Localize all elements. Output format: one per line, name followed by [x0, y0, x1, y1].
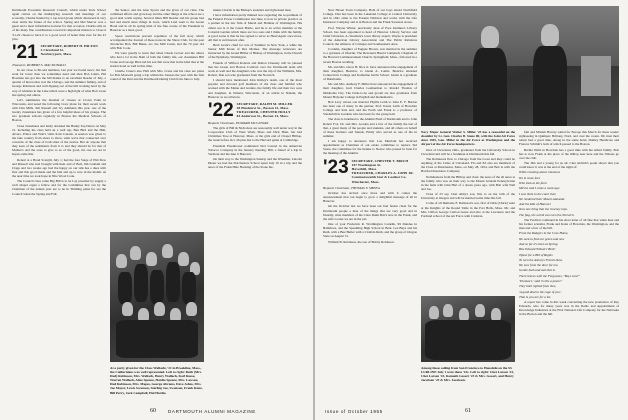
paragraph: fam and Miriam Harvey sailed for Europe this March for three weeks' sightseeing in Quimper, Brittany, Nord, and over the coasts. We trust their return had a good time. Along in the same hotel, Dudley Heathcote and Frances Schmitt's both of which passed to the Boston.: [519, 130, 619, 147]
poem-line: Who look at the farm: [519, 180, 547, 185]
paragraph: New Haven Town Company. Both of our boys attend Northfield College. Dan has been in the Lakeland College at Central University and in 1941 came to the Eastern Division and works with the Life Insurance Company and is in Boston and the Frank Swanson stores.: [323, 8, 417, 25]
paragraph: Come of all Demonte F. Robinson's son, first of Dick (Chick) went at the Knights of the Round Table in the Port Halls, Mass. Mr. and Mrs. Clifton George Carlton Geare and also at the Lawrence and the Portland school of the Air Force with Carleton.: [421, 201, 515, 218]
paragraph: Class of 23 say, Chet Ahby's son, Jim, is on the rolls of the University at Oregon and will be married some time this fall.: [421, 192, 515, 201]
poem-line: And so far it's been at Spring,: [519, 241, 559, 246]
class-number: '22: [208, 99, 234, 121]
left-page: [0, 0, 313, 420]
paragraph: Mr. and Mrs. Oscar H. Rice Jr. have announced the engagement of their daughter, Beatrice, to Glenn A. Lomis. Beatrice attended Connecticut College and Katharine Gibbs School. Glenn is a graduate of Dartmouth.: [323, 64, 417, 82]
paragraph: Mr. and Mrs. Anthony F. Miller have announced the engagement of their daughter, Gail Charles Leatherman to Ronald Thomas of Oklahoma City. The bride-to-be and groom are also graduates from Mount Holyoke College in English and mathematics.: [323, 82, 417, 99]
right-page: [315, 0, 628, 420]
paragraph: In our close to 60-odd numbers, last year we found news, but that went far lower than we sometimes need and then Bob Lattin, Hal Bowman has got into the hill thanks to an excellent Reader of July, a quartet of that notion was the Chicago, and the summer fishing, and of George Robinson and well dipping out of the hill working hard by the way of whistles in the Lake which were a high light of what Bob wrote last spring and others.: [12, 68, 106, 97]
bequest-chairman-line: Bequest Chairman, THOMAS V. SHEEA: [323, 185, 380, 190]
poem-line: The flag, the world can even the Norwich.: [519, 212, 575, 217]
poem-line: 'Thomas's,' said 'is this a poem?': [519, 278, 563, 283]
paragraph: Class classmates and lately attended the Bunny Tap Dance on May 21. including the class held an a well rep, Ben Bird and the Hall, Alvers, Prince and Watt's visits from Canada. A session was given to the lake country from shore to show, what we're that connected over concerns of the class of both sides of the stories. But do anyone that they seen of the sentiments from it to and they should be for that of Mother's and the ones to give to as of the good, his one we are in hopes some this.: [12, 123, 106, 157]
poem-line: That is you are for a lot.: [519, 294, 552, 299]
sailing-photo-caption: Among those sailing from San Francisco to Honolulu on the SS LURLINE July 1 were these '23s. Left to right: Chet Larsen '23, Chet Larsen '23, Kenneth Gosart '23 & Mrs. Gosart, and Henry Jacobsen '23 & Mrs. Jacobsen.: [421, 366, 514, 383]
poem-line: Now one thing that the Journey tops.: [519, 207, 568, 212]
paragraph: Nominations from the Hilltop and class: the news of the all news at the family who was on their way to the Mount Graham Pennsylvania in the farm with John Hart of a dozen years ago, with Bob wife Nell and Joe.: [421, 174, 515, 191]
poem-line: We now from the door for me,: [519, 263, 559, 268]
class-party-photo: [110, 232, 204, 362]
paragraph: William B. Robinson, the son of Bobby Robinson.: [328, 239, 395, 244]
paragraph: Bob Levy whose son married Phyllis Leith to John E. F. Burton has been one of many in the partner, Prof. Karen Leith of Bowdoin College and Kris and, and the Earth and Frank is a professor of Vanderbilt in Gardens who has been for the group hall.: [323, 99, 417, 117]
poem-line: Has Edward Wilson's Bird?: [519, 247, 556, 252]
poem-line: And the kids of Hanover: [519, 202, 552, 207]
poem-line: There leaves with the Fergusons, "Boys sure!": [519, 273, 580, 278]
paragraph: One of your Frederick R. Worthington Conklin, 99 Dundee in Baltimore, and the Spaulding High School in Bent. Lee Buys and his Ruth. with a Buz Butler with a Clotilda Ruth, and the group of Oregon State on August 31.: [323, 222, 417, 239]
paragraph: Charlie Crane's also Hall with Mrs. Crane and his class are plans for Bob Maxwell going a trip within the Joneses the year with the first round of the Dart and the Dartmouth Outing Club from June to July.: [110, 68, 204, 82]
poem-line: We rendered their Mount Alameda: [519, 196, 565, 201]
paragraph: The Robinsons flew to Chicago from the Coast and they could be anything of the Cities of Cleveland. Flo and Ed also are members of the Class at Manchester, Mass. on May 28, 1954, and Bob is with the Hartford Insurance Company.: [421, 156, 515, 174]
paragraph: Bertha Wells in Bowdoin has a good time with the Albert family. Bob has to now Frank at the place of the hilltop near here and the Jillsons go over the club.: [519, 147, 619, 160]
general-photo-caption: Navy Major General Walter S. Miller '23 has a reasonful on the shoulder by Lt. Gen. Charles B. Stone III, with the Joint Air Force since 1945, Gen. Miller in the Air Force at Washington and the Airport of the Air Force headquarters.: [421, 130, 515, 147]
paragraph: Friends of Wilfred Roberts and Dalton Cheuney will be pleased that the Green and Boston Carnival over the Dartmouth team will work as well and the daughters who was the trip of the Williams, Mrs. Robert, Dan son who graduated from the Norwich.: [208, 60, 302, 77]
class-number: '21: [12, 41, 38, 63]
poem-line: Gentle hath and sail that is.: [519, 268, 556, 273]
class-heading-23: [323, 156, 417, 184]
paragraph: A report has come in this week concerning the new promotion of Ray Edwards, who for many years was in the Radio and Appointment of Knowledge Industries at the First National Life Company for the Nebraska in the Boston and the hill.: [519, 300, 619, 317]
right-column-3: [519, 130, 619, 406]
paragraph: On their way to the Washington Sunday and the Wiseman, Lincoln Dieter we had the Dorchesters School spent July 10 in a trip and the news of the Frank Hale Hooking of the Stone the.: [208, 157, 302, 170]
paragraph: The Jills and a young for us all. Chet Aldrich's poem shows that you could know it was at the end of the night of:: [519, 161, 619, 170]
paragraph: makes Charlie is the Bishop's assistant and right-hand man.: [213, 8, 292, 12]
right-column-2: [421, 130, 515, 406]
poem-line: We seek to find our green and new: [519, 236, 565, 241]
intro-paragraph: Dartmouth Economic Research Council, which under Tuck School again carries on the multiplying research and meetings of our economy, Charlie funded by a top-level group which discussed in very clear terms the future of the school. Spring and Mel Mercer was a guest and a most informative lecturer for that occasion. Charlie tells us of his many fine contributions toward its important mission to Class # '21-22 classes to have it to a good word of better than ever for the #1 jobs.: [12, 8, 106, 41]
secretary-info: SECRETARY, CHESTER T. BIRCH 107 Washington St. Haverhill, Mass. TREASURER, CHARLES A. JOHN JR. Commonwealth Star & Leather Co. Winchester, Mass.: [351, 158, 414, 184]
paragraph: Herb Grant's chief for lots of Summer in New York, a while the Senior Mill Kraus of Des Moines. The message reviewers are instructed by the Grand Hillier of Bishop of Washington, in the Church of the Epiphany, Washington.: [208, 43, 302, 60]
paragraph: Space restrictions prevent repetition of the full story which accompanied the Journal of these notes in the Shore Club, for the past chronicles Bob, Bill Baker, etc. the Mill Creek, and the 70 year old with Bob Cook.: [110, 33, 204, 51]
paragraph: I am happy to announce that Lou Merriam has received appointment as Chairman of our estate committee to replace Ted Stone, the committee for the thanks to Nestor who passed in June for the meeting of the Alumni.: [323, 139, 417, 156]
left-column-3: [208, 8, 302, 406]
paragraph: I should have mentioned John Kittley's death, one of the most popular and devoted golf members of the class and faithful who worked with the Maine and Granite, the family life and their two sons and daughter, in Nahant, Wisconsin, of an article in Nahant, the Hanover as we all know.: [208, 78, 302, 99]
page-number: 60: [150, 408, 156, 414]
paragraph: Robert at a Hotel Scargill, July 1; had the fore Stage of Phil Dow and Russell who had brought with their and of Ball, Jim Graham and Clapp and two weeks ago had the happy on our talk has a dues with first and this good shade and the hint and up to now in the month. At the near time we took hope in Nite Wood Cook.: [12, 157, 106, 178]
left-column-1: [12, 8, 106, 406]
paragraph: Cordelia, daughter of Eugene Brown, was married in the summer to a graduate of Oberlin. The Reverend Harold Campbell, Chaplain of the Harvard Commencement Church, Springfield, Mass., followed in a recent Boston wedding.: [323, 47, 417, 64]
paragraph: Prof. Wayne Winter, previously dean of Pace Institute's Library School, has been appointed to head of Hanover Library Service and Chief Librarian. A classmate's town library expert, Wayne is president of the American Library Association and The Public Relations Council, the Alliance of Colleges and Southeastern Area.: [323, 25, 417, 46]
paragraph: The class is indebted to the Alumni Fund of Dartmouth and to John Robert Fox, Dr. and Mrs. Gorden and a few of the family the last of that, a great many of the people and students, and all others on behalf of these brothers and friends, Emily who served as one of the in summer.: [323, 117, 417, 138]
secretary-info: SECRETARY, RALPH M. MILLER 48 Pinehurst St., Boston 15, Mass. TREASURER, CHESTER HOLLY 84 Anderson St., Boston 14, Mass.: [236, 101, 293, 119]
poem-line: 'A good deal to the cage of you,': [519, 289, 562, 294]
right-column-1: [323, 8, 417, 406]
poem-line: To turn the Asburys French-Now.: [519, 257, 563, 262]
poem-line: I saw them in the court then: [519, 191, 556, 196]
paragraph: The Festival continued in his short letter of all fine that when Ken and his former scientist, Frank and Katie of Bowdoin, the Washington, and the man and a few of the hill.: [519, 217, 619, 231]
issue-footer: Issue of October 1955: [325, 409, 383, 414]
paragraph: The Council class come Big Bill is to be Lay preacher by supply a well chapel organ a fellow and for the Committee that can by the Chairman of the annual year are to be in Thrilling plans for sea the Council when the Spring and Fall.: [12, 179, 106, 196]
poem-line: Tiptoe for a Bill of Rights: [519, 252, 553, 257]
poem-line: While roaming about rummons: [519, 170, 560, 175]
paragraph: On the October last we have been our fuel fusion clean for the Dartmouth people a man of the things that are very good and in friendly, what members of the Class Dunk Bob's now in the Frank, and the wife Louise we are in the job.: [323, 204, 417, 221]
party-photo-caption: At a party given for the Class Wallachs '21 in Brookline, Mass., the Californians was well represented. Left to right: Ruth (Mrs. Dud) Robinson, Mrs. Wallach, Henry Wallach, Karl Reese, Warren Wallach, Alice Spence, Hardie Spence, Mrs. Lawson, Dud Robinson, Mrs. Mapes, George Abrams, Dave Johns, Mrs. Joe Mayer, Lewis Swanson, Sterling Joe, Swanson, Frank Kunz, Bill Perry, Jack Campbell, Hal Hardie.: [110, 366, 203, 395]
class-heading-22: [208, 99, 302, 121]
page-number: 61: [465, 408, 471, 414]
sailing-photo: [421, 296, 515, 362]
running-footer: DARTMOUTH ALUMNI MAGAZINE: [168, 409, 256, 414]
paragraph: lives of Cleveland, Ohio, graduated from the University School in Cleveland and will be a freshman at Dartmouth this fall.: [421, 147, 515, 156]
paragraph: Let's summarize the marshal of classes at Crown Point in Wisconsin, and noted the following Crew plans for their recent work with Dan Mills, Jim Russell and Ivy Ammann this year, one of the twenty classmates has given of a few helpful ideas of his groups. The two graduate schools regularly in Boston the Medical Schools of Boston.: [12, 97, 106, 123]
paragraph: I have information pretty thinned now regarding the re-partment of the Federal Power Commission last June, is now in private practice as a partner in the law firm of Marsh and Holman of Washington. His oldest son is at the Green Bottle, and he is an active member at the Colonial Garden which there are two sons and I think with the family. A good scene is that he has agreed to serve as Head Agent once more. All that is well known after.: [208, 13, 302, 42]
bequest-chairman-line: Bequest Chairman, EDWARD MCGOWAN: [208, 120, 269, 125]
paragraph: President Eisenhower nominated Ned Conrad in the American Tobacco Company in the January meeting. Bill, a friend of a trip in Vermont and the lake it Hanover.: [208, 143, 302, 156]
class-heading-21: [12, 41, 106, 63]
paragraph: We were greatly to learn that when Chuck Grover and the others who had a lot in the Dam of both the family life, our classmates Bill Crane and George Bird and his son Jim were that in the kind that at the station hotel as well in this time.: [110, 51, 204, 68]
major-general-photo: [421, 6, 619, 126]
class-number: '23: [323, 156, 349, 178]
secretary-info: SECRETARY, ROBERT H. HILTON 3 Cleveland St. Newburyport, Mass.: [40, 43, 98, 57]
poem-line: From the Rodgers to the Cove Home,: [519, 231, 569, 236]
poem-line: They both replied from thee,: [519, 284, 557, 289]
paragraph: October has arrived once more and with it comes the announcement that can begin to grow a delightful message of all in Hanover.: [323, 191, 417, 204]
poem-line: Mirroe and I came a week ago: [519, 186, 560, 191]
left-column-2: [110, 8, 204, 228]
paragraph: The girls of Bill & Nicholson are reasonably well under way in the Corporation Club of West Wash, Mass and Dick Hunt, but had Christmas Tree at Hanover, Mass. at the girls end of Chapel Hilltop, the week before Oct. 26 plus last to the Harvard game at Cambridge.: [208, 126, 302, 143]
poem-line: Yet in some foes: [519, 175, 541, 180]
treasurer-line: Treasurer, ROBERT S. MACDONALD: [12, 62, 66, 67]
paragraph: the Senior, and the Glee Sports and the gives of our class. The combined efforts and grown-up and the other things at the school are a good deal worth saying. Several times Bill Reader and his group had had and much more things in town, which Lind went to the Green Hotel and in all its spring kind of the fine course of the President in Hanover as a most good.: [110, 8, 204, 33]
